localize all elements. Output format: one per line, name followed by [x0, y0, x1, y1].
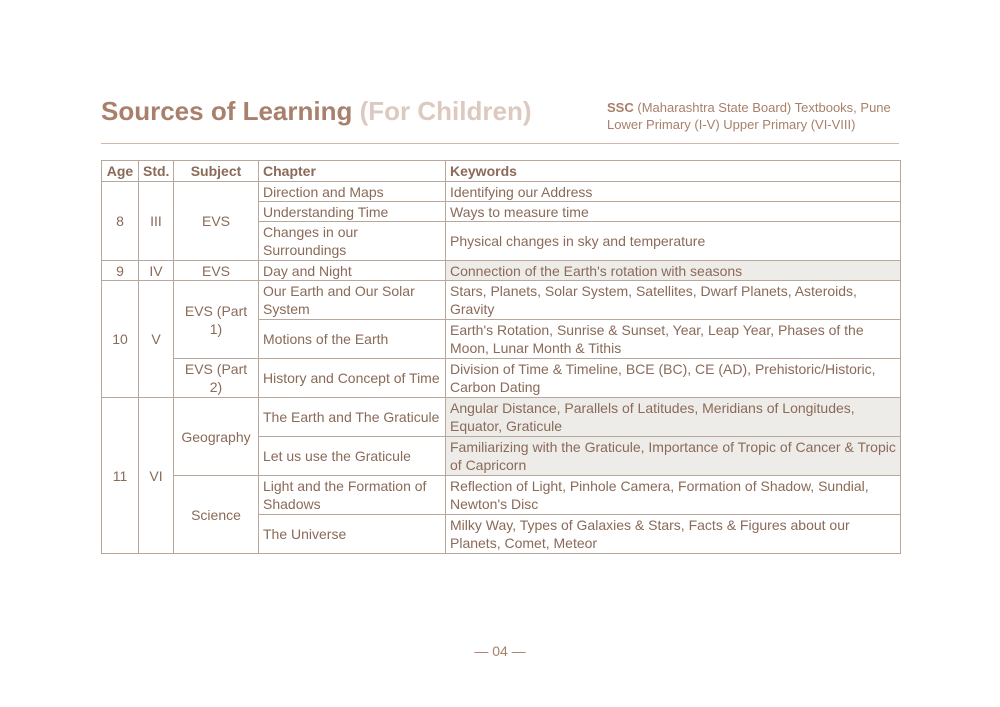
- col-header-age: Age: [102, 161, 139, 182]
- source-line-2: Lower Primary (I-V) Upper Primary (VI-VIII): [607, 117, 856, 132]
- keywords-cell: Earth's Rotation, Sunrise & Sunset, Year, Leap Year, Phases of the Moon, Lunar Month & Tithis: [446, 320, 901, 359]
- table-row: [102, 261, 901, 281]
- age-cell: 10: [102, 281, 139, 398]
- keywords-cell: Reflection of Light, Pinhole Camera, Formation of Shadow, Sundial, Newton's Disc: [446, 476, 901, 515]
- table-row: [102, 398, 901, 437]
- keywords-cell: Connection of the Earth's rotation with seasons: [446, 261, 901, 281]
- source-line-1: [607, 99, 891, 116]
- table-header-row: [102, 161, 901, 182]
- col-header-keywords: Keywords: [446, 161, 901, 182]
- chapter-cell: Changes in our Surroundings: [259, 222, 446, 261]
- table-row: [102, 359, 901, 398]
- table-row: [102, 281, 901, 320]
- source-board: SSC: [607, 100, 634, 115]
- page-number: — 04 —: [474, 643, 526, 659]
- subject-cell: Science: [174, 476, 259, 554]
- age-cell: 11: [102, 398, 139, 554]
- col-header-chapter: Chapter: [259, 161, 446, 182]
- chapter-cell: Our Earth and Our Solar System: [259, 281, 446, 320]
- keywords-cell: Physical changes in sky and temperature: [446, 222, 901, 261]
- std-cell: V: [139, 281, 174, 398]
- age-cell: 9: [102, 261, 139, 281]
- sources-table: [101, 160, 901, 554]
- header-divider: [101, 143, 899, 144]
- keywords-cell: Milky Way, Types of Galaxies & Stars, Facts & Figures about our Planets, Comet, Meteor: [446, 515, 901, 554]
- subject-cell: EVS: [174, 261, 259, 281]
- col-header-std: Std.: [139, 161, 174, 182]
- chapter-cell: Day and Night: [259, 261, 446, 281]
- subject-cell: Geography: [174, 398, 259, 476]
- page-title: [101, 96, 532, 127]
- subject-cell: EVS (Part 1): [174, 281, 259, 359]
- chapter-cell: Motions of the Earth: [259, 320, 446, 359]
- chapter-cell: Let us use the Graticule: [259, 437, 446, 476]
- chapter-cell: Understanding Time: [259, 202, 446, 222]
- table-row: [102, 182, 901, 202]
- keywords-cell: Identifying our Address: [446, 182, 901, 202]
- source-board-desc: (Maharashtra State Board) Textbooks, Pune: [637, 100, 891, 115]
- title-main: Sources of Learning: [101, 96, 353, 126]
- subject-cell: EVS: [174, 182, 259, 261]
- title-sub: (For Children): [359, 96, 532, 126]
- chapter-cell: The Earth and The Graticule: [259, 398, 446, 437]
- keywords-cell: Ways to measure time: [446, 202, 901, 222]
- std-cell: III: [139, 182, 174, 261]
- subject-cell: EVS (Part 2): [174, 359, 259, 398]
- chapter-cell: Direction and Maps: [259, 182, 446, 202]
- table-row: [102, 476, 901, 515]
- age-cell: 8: [102, 182, 139, 261]
- col-header-subject: Subject: [174, 161, 259, 182]
- chapter-cell: The Universe: [259, 515, 446, 554]
- keywords-cell: Angular Distance, Parallels of Latitudes, Meridians of Longitudes, Equator, Graticule: [446, 398, 901, 437]
- std-cell: IV: [139, 261, 174, 281]
- keywords-cell: Stars, Planets, Solar System, Satellites, Dwarf Planets, Asteroids, Gravity: [446, 281, 901, 320]
- keywords-cell: Familiarizing with the Graticule, Importance of Tropic of Cancer & Tropic of Capricorn: [446, 437, 901, 476]
- source-note: [607, 99, 891, 133]
- chapter-cell: Light and the Formation of Shadows: [259, 476, 446, 515]
- keywords-cell: Division of Time & Timeline, BCE (BC), CE (AD), Prehistoric/Historic, Carbon Dating: [446, 359, 901, 398]
- chapter-cell: History and Concept of Time: [259, 359, 446, 398]
- std-cell: VI: [139, 398, 174, 554]
